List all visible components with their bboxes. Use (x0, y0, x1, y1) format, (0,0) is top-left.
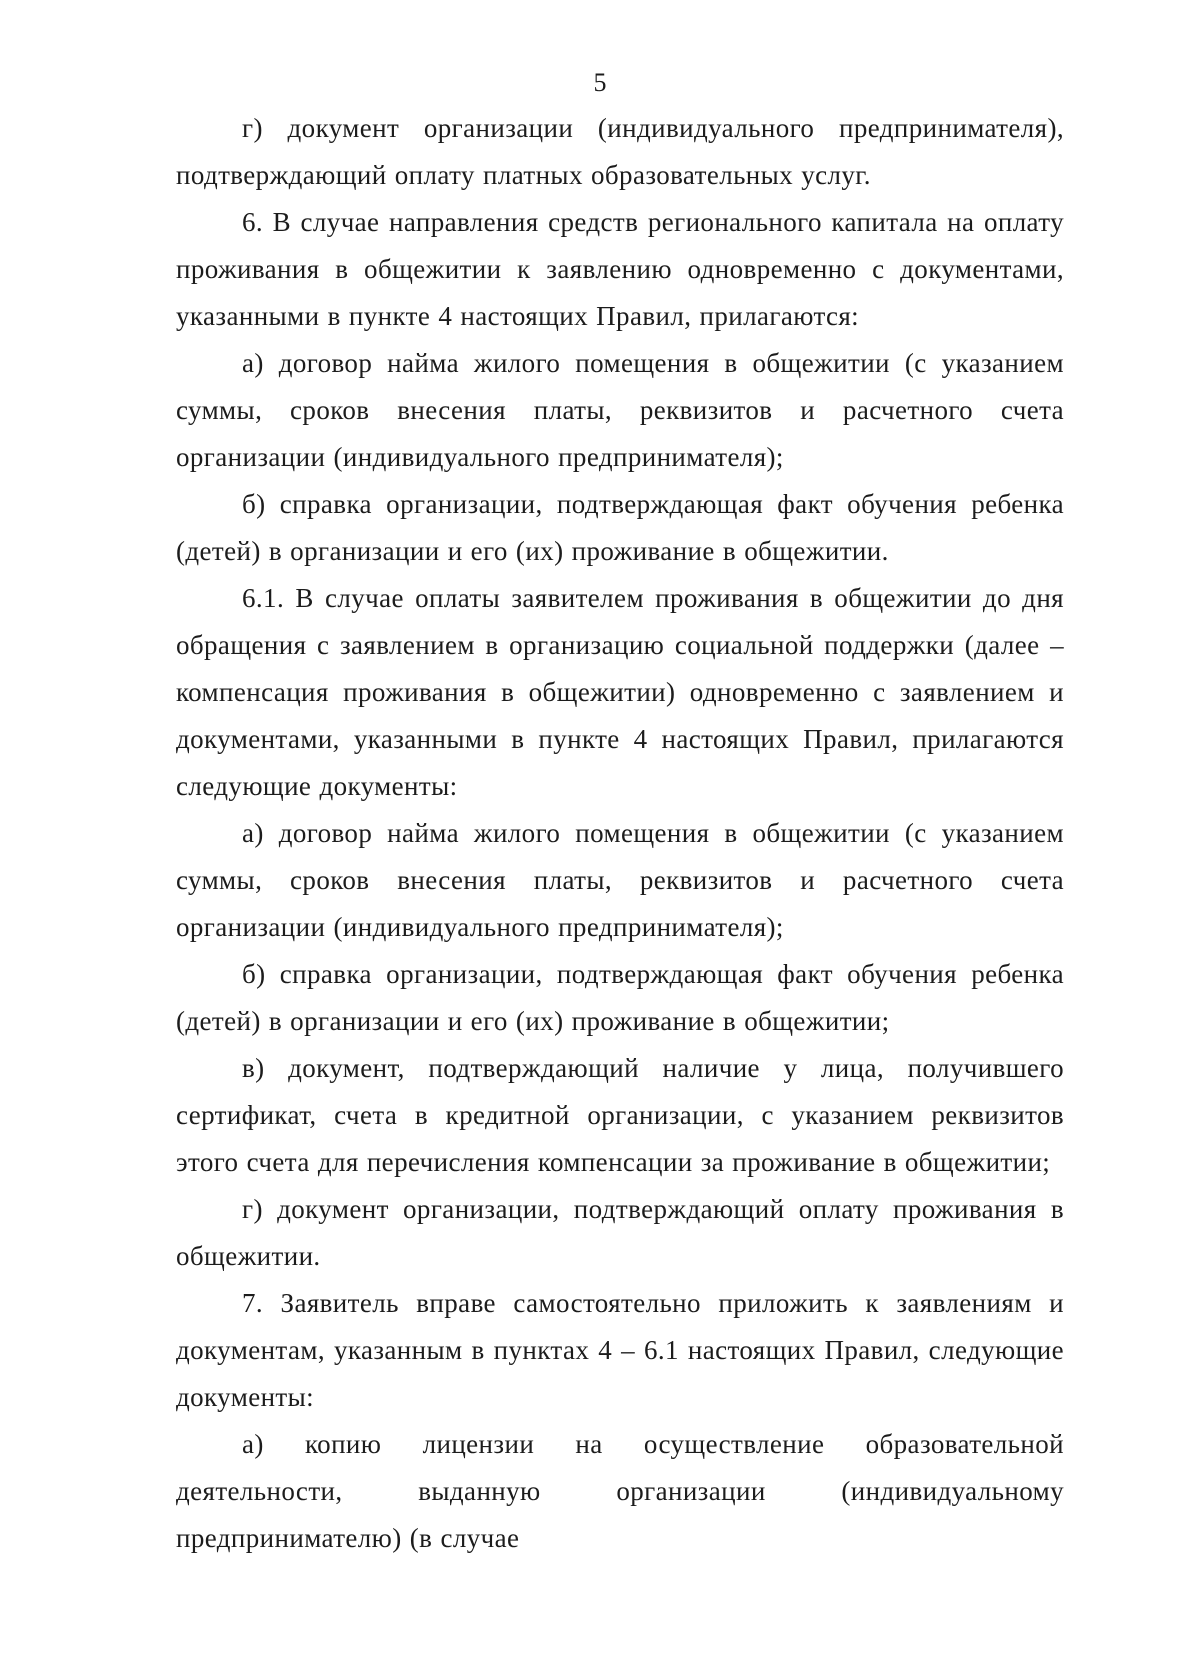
page-number: 5 (593, 68, 607, 97)
paragraph-7: 7. Заявитель вправе самостоятельно приложить к заявлениям и документам, указанным в пунктах 4 – 6.1 настоящих Правил, следующие документы: (176, 1288, 1064, 1412)
paragraph-6-a: а) договор найма жилого помещения в общежитии (с указанием суммы, сроков внесения платы, реквизитов и расчетного счета организации (индивидуального предпринимателя); (176, 348, 1064, 472)
paragraph-6-1-v: в) документ, подтверждающий наличие у лица, получившего сертификат, счета в кредитной организации, с указанием реквизитов этого счета для перечисления компенсации за проживание в общежитии; (176, 1053, 1064, 1177)
document-body (176, 105, 1064, 1562)
paragraph-6-1-g: г) документ организации, подтверждающий оплату проживания в общежитии. (176, 1194, 1064, 1271)
paragraph-6-b: б) справка организации, подтверждающая факт обучения ребенка (детей) в организации и его (их) проживание в общежитии. (176, 489, 1064, 566)
paragraph-g-payment-document: г) документ организации (индивидуального предпринимателя), подтверждающий оплату платных образовательных услуг. (176, 113, 1064, 190)
paragraph-6: 6. В случае направления средств регионального капитала на оплату проживания в общежитии к заявлению одновременно с документами, указанными в пункте 4 настоящих Правил, прилагаются: (176, 207, 1064, 331)
paragraph-6-1: 6.1. В случае оплаты заявителем проживания в общежитии до дня обращения с заявлением в организацию социальной поддержки (далее – компенсация проживания в общежитии) одновременно с заявлением и документами, указанными в пункте 4 настоящих Правил, прилагаются следующие документы: (176, 583, 1064, 801)
paragraph-6-1-a: а) договор найма жилого помещения в общежитии (с указанием суммы, сроков внесения платы, реквизитов и расчетного счета организации (индивидуального предпринимателя); (176, 818, 1064, 942)
paragraph-6-1-b: б) справка организации, подтверждающая факт обучения ребенка (детей) в организации и его (их) проживание в общежитии; (176, 959, 1064, 1036)
paragraph-7-a: а) копию лицензии на осуществление образовательной деятельности, выданную организации (индивидуальному предпринимателю) (в случае (176, 1429, 1064, 1553)
